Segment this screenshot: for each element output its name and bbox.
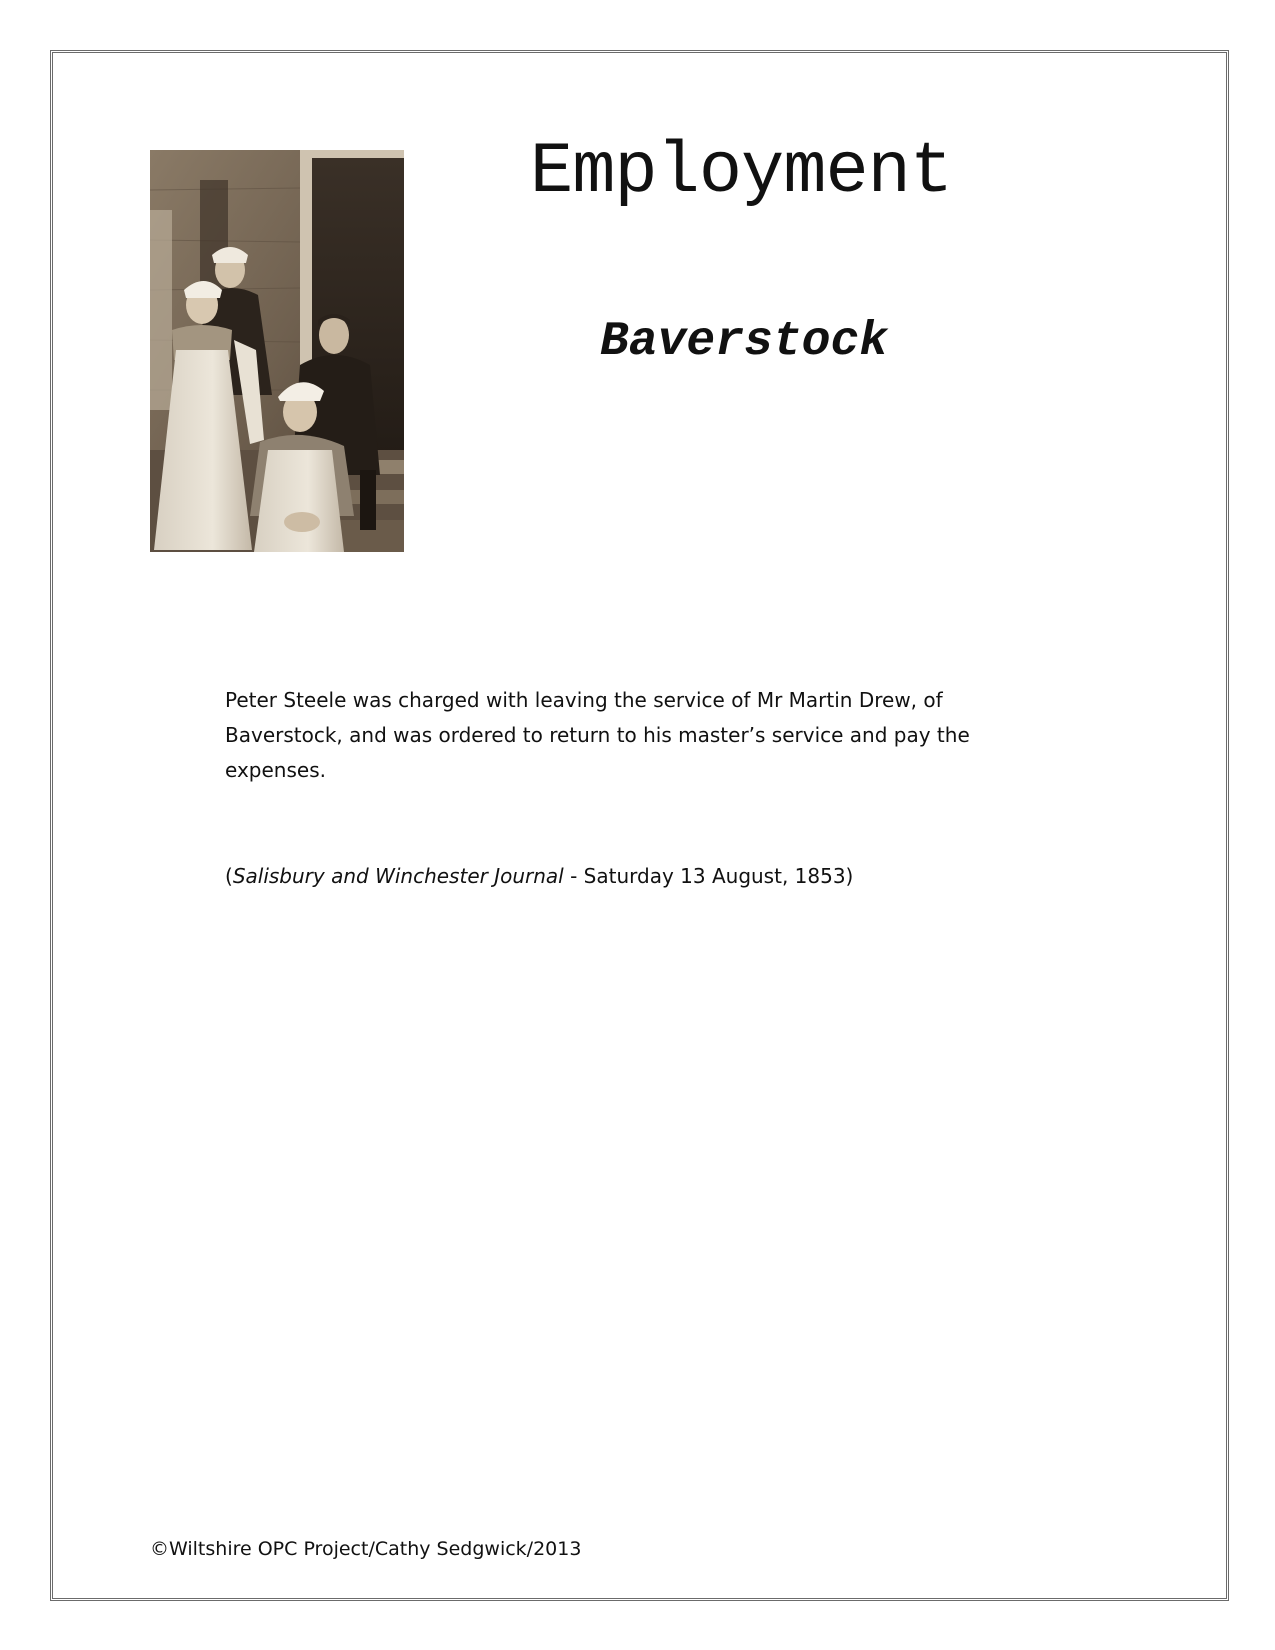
photo-illustration bbox=[150, 150, 404, 552]
copyright-footer: ©Wiltshire OPC Project/Cathy Sedgwick/2013 bbox=[150, 1538, 582, 1560]
article-body: Peter Steele was charged with leaving the service of Mr Martin Drew, of Baverstock, and was ordered to return to his master’s service and pay the expenses. bbox=[225, 688, 970, 782]
page-subtitle: Baverstock bbox=[600, 315, 889, 369]
historic-photo bbox=[150, 150, 404, 552]
citation bbox=[225, 862, 1025, 890]
citation-open: ( bbox=[225, 864, 233, 888]
citation-source: Salisbury and Winchester Journal bbox=[232, 864, 564, 888]
page-title: Employment bbox=[530, 131, 953, 213]
citation-date: - Saturday 13 August, 1853) bbox=[563, 864, 854, 888]
